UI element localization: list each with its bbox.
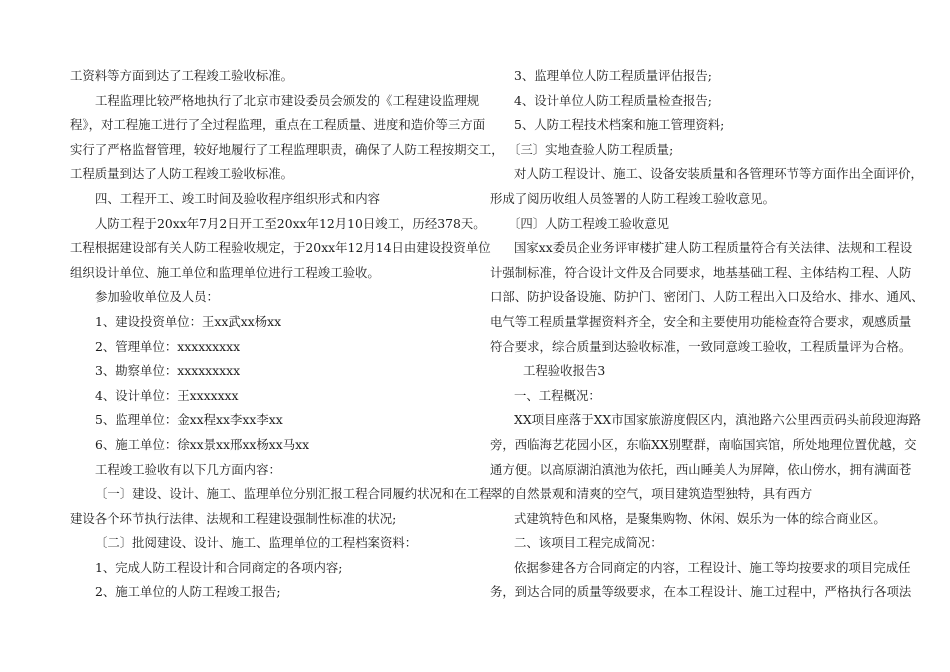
text-line: 口部、防护设备设施、防护门、密闭门、人防工程出入口及给水、排水、通风、 <box>490 289 924 305</box>
text-line: 国家xx委员企业务评审楼扩建人防工程质量符合有关法律、法规和工程设 <box>514 240 913 256</box>
text-line: 翠的自然景观和清爽的空气，项目建筑造型独特，具有西方 <box>490 486 813 502</box>
list-item: 1、完成人防工程设计和合同商定的各项内容; <box>95 559 343 575</box>
text-line: 程》，对工程施工进行了全过程监理，重点在工程质量、进度和造价等三方面 <box>70 117 486 133</box>
text-line: 工程质量到达了人防工程竣工验收标准。 <box>70 166 294 182</box>
text-line: 〔一〕建设、设计、施工、监理单位分别汇报工程合同履约状况和在工程 <box>95 486 492 502</box>
text-line: XX项目座落于XX市国家旅游度假区内，滇池路六公里西贡码头前段迎海路 <box>514 412 922 428</box>
text-line: 通方便。以高原湖泊滇池为依托，西山睡美人为屏障，依山傍水，拥有满面苍 <box>490 461 912 477</box>
text-line: 〔二〕批阅建设、设计、施工、监理单位的工程档案资料： <box>95 535 418 551</box>
list-item: 4、设计单位：王xxxxxxx <box>95 387 239 403</box>
text-line: 对人防工程设计、施工、设备安装质量和各管理环节等方面作出全面评价， <box>514 166 923 182</box>
text-line: 建设各个环节执行法律、法规和工程建设强制性标准的状况; <box>70 510 397 526</box>
text-line: 式建筑特色和风格，是聚集购物、休闲、娱乐为一体的综合商业区。 <box>514 510 886 526</box>
list-item: 2、施工单位的人防工程竣工报告; <box>95 584 281 600</box>
report-title: 工程验收报告3 <box>523 363 606 379</box>
text-line: 务，到达合同的质量等级要求，在本工程设计、施工过程中，严格执行各项法 <box>490 584 912 600</box>
text-line: 实行了严格监督管理，较好地履行了工程监理职责，确保了人防工程按期交工， <box>70 141 504 157</box>
list-item: 3、监理单位人防工程质量评估报告; <box>514 68 712 83</box>
list-item: 6、施工单位：徐xx景xx邢xx杨xx马xx <box>95 436 310 452</box>
list-item: 1、建设投资单位：王xx武xx杨xx <box>95 313 282 329</box>
text-line: 工资料等方面到达了工程竣工验收标准。 <box>70 68 294 83</box>
list-item: 5、监理单位：金xx程xx李xx李xx <box>95 412 283 428</box>
list-item: 5、人防工程技术档案和施工管理资料; <box>514 117 725 133</box>
text-line: 工程根据建设部有关人防工程验收规定，于20xx年12月14日由建设投资单位 <box>70 240 491 256</box>
text-line: 依据参建各方合同商定的内容，工程设计、施工等均按要求的项目完成任 <box>514 559 911 575</box>
left-column <box>70 64 504 605</box>
list-item: 2、管理单位：xxxxxxxxx <box>95 338 241 354</box>
list-item: 3、勘察单位：xxxxxxxxx <box>95 363 241 379</box>
text-line: 参加验收单位及人员： <box>95 289 219 305</box>
section-heading: 四、工程开工、竣工时间及验收程序组织形式和内容 <box>95 190 380 206</box>
text-line: 人防工程于20xx年7月2日开工至20xx年12月10日竣工，历经378天。 <box>95 215 486 231</box>
text-line: 〔三〕实地查验人防工程质量; <box>508 141 674 157</box>
section-heading: 一、工程概况： <box>514 387 601 403</box>
text-line: 计强制标准，符合设计文件及合同要求，地基基础工程、主体结构工程、人防 <box>490 264 912 280</box>
text-line: 组织设计单位、施工单位和监理单位进行工程竣工验收。 <box>70 264 380 280</box>
text-line: 工程竣工验收有以下几方面内容： <box>95 461 281 477</box>
section-heading: 二、该项目工程完成简况： <box>514 535 663 551</box>
section-heading: 〔四〕人防工程竣工验收意见 <box>508 215 670 231</box>
text-line: 旁，西临海艺花园小区，东临XX别墅群，南临国宾馆，所处地理位置优越，交 <box>490 436 917 452</box>
list-item: 4、设计单位人防工程质量检查报告; <box>514 92 712 108</box>
text-line: 形成了阅历收组人员签署的人防工程竣工验收意见。 <box>490 190 775 206</box>
text-line: 电气等工程质量掌握资料齐全，安全和主要使用功能检查符合要求，观感质量 <box>490 313 912 329</box>
text-line: 符合要求，综合质量到达验收标准，一致同意竣工验收，工程质量评为合格。 <box>490 338 912 354</box>
right-column <box>490 64 924 605</box>
text-line: 工程监理比较严格地执行了北京市建设委员会颁发的《工程建设监理规 <box>95 92 480 108</box>
